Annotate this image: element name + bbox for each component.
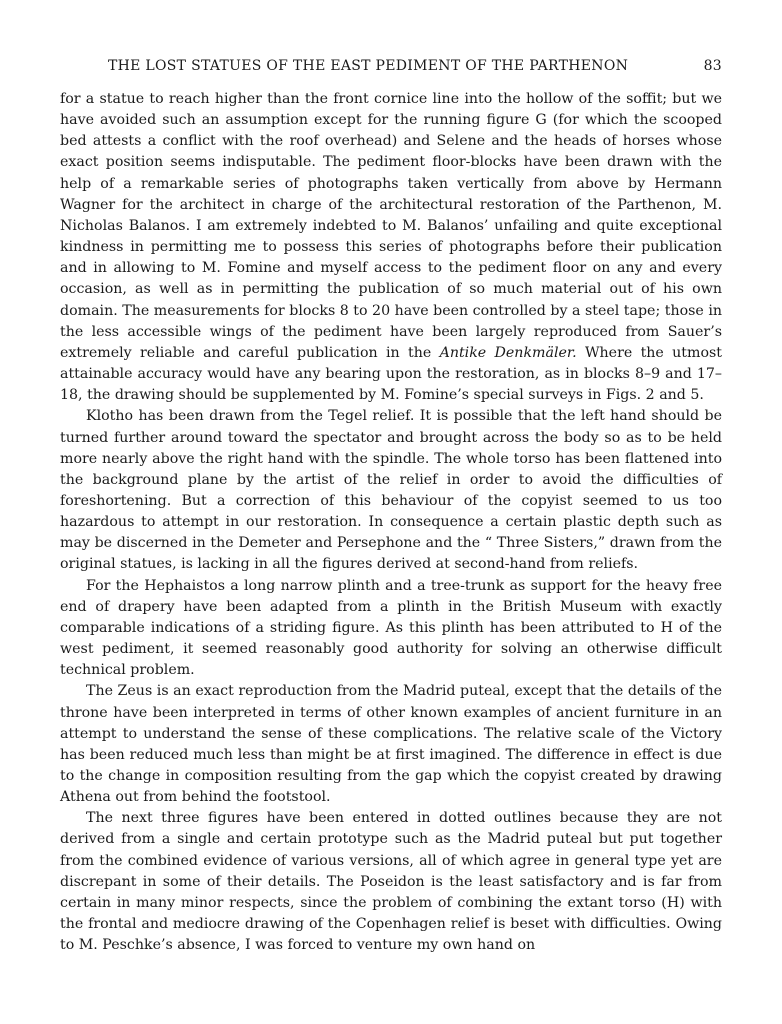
body-text [60,89,722,956]
paragraph-1-text-after: Where the utmost attainable accuracy would have any bearing upon the restoration, as in blocks 8–9 and 17–18, the drawing should be supplemented by M. Fomine’s special surveys in Figs. 2 and 5. [60,344,722,404]
page-number: 83 [703,58,722,74]
document-page [60,58,722,956]
paragraph-5: The next three figures have been entered in dotted outlines because they are not derived from a single and certain prototype such as the Madrid puteal but put together from the combined evidence of various versions, all of which agree in general type yet are discrepant in some of their details. The Poseidon is the least satisfactory and is far from certain in many minor respects, since the problem of combining the extant torso (H) with the frontal and mediocre drawing of the Copenhagen relief is beset with difficulties. Owing to M. Peschke’s absence, I was forced to venture my own hand on [60,810,722,954]
paragraph-1-text-before: for a statue to reach higher than the front cornice line into the hollow of the soffit; but we have avoided such an assumption except for the running figure G (for which the scooped bed attests a conflict with the roof overhead) and Selene and the heads of horses whose exact position seems indisputable. The pediment floor-blocks have been drawn with the help of a remarkable series of photographs taken vertically from above by Hermann Wagner for the architect in charge of the architectural restoration of the Parthenon, M. Nicholas Balanos. I am extremely indebted to M. Balanos’ unfailing and quite exceptional kindness in permitting me to possess this series of photographs before their publication and in allowing to M. Fomine and myself access to the pediment floor on any and every occasion, as well as in permitting the publication of so much material out of his own domain. The measurements for blocks 8 to 20 have been controlled by a steel tape; those in the less accessible wings of the pediment have been largely reproduced from Sauer’s extremely reliable and careful publication in the [60,91,722,361]
running-header [60,58,722,82]
paragraph-3: For the Hephaistos a long narrow plinth and a tree-trunk as support for the heavy free end of drapery have been adapted from a plinth in the British Museum with exactly comparable indications of a striding figure. As this plinth has been attributed to H of the west pediment, it seemed reasonably good authority for solving an otherwise difficult technical problem. [60,577,722,679]
italic-title-antike-denkmaler: Antike Denkmäler. [439,344,577,361]
paragraph-4: The Zeus is an exact reproduction from the Madrid puteal, except that the details of the throne have been interpreted in terms of other known examples of ancient furniture in an attempt to understand the sense of these complications. The relative scale of the Victory has been reduced much less than might be at first imagined. The difference in effect is due to the change in composition resulting from the gap which the copyist created by drawing Athena out from behind the footstool. [60,683,722,806]
running-title: THE LOST STATUES OF THE EAST PEDIMENT OF THE PARTHENON [108,58,629,74]
paragraph-2: Klotho has been drawn from the Tegel relief. It is possible that the left hand should be turned further around toward the spectator and brought across the body so as to be held more nearly above the right hand with the spindle. The whole torso has been flattened into the background plane by the artist of the relief in order to avoid the difficulties of foreshortening. But a correction of this behaviour of the copyist seemed to us too hazardous to attempt in our restoration. In consequence a certain plastic depth such as may be discerned in the Demeter and Persephone and the “ Three Sisters,” drawn from the original statues, is lacking in all the figures derived at second-hand from reliefs. [60,408,722,573]
paragraph-1 [60,89,722,406]
